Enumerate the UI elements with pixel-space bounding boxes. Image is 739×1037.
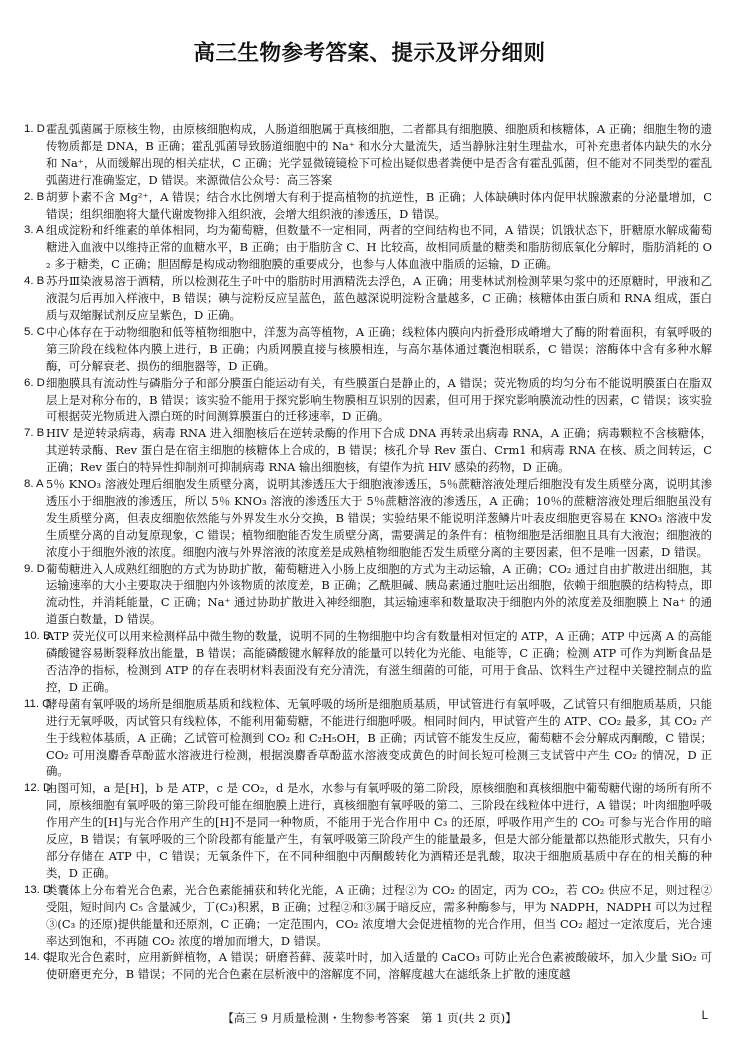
answer-item bbox=[24, 375, 712, 426]
answer-item bbox=[24, 222, 712, 273]
answer-item bbox=[24, 476, 712, 561]
answer-explanation: 提取光合色素时，应用新鲜植物，A 错误；研磨苔藓、菠菜叶时，加入适量的 CaCO₃ 可防止光合色素被酸破坏，加入少量 SiO₂ 可使研磨更充分，B 错误；不同的光合色素在层析液中的溶解度不同，溶解度越大在滤纸条上扩散的速度越 bbox=[46, 950, 712, 982]
page-title: 高三生物参考答案、提示及评分细则 bbox=[193, 41, 546, 66]
answer-explanation: HIV 是逆转录病毒，病毒 RNA 进入细胞核后在逆转录酶的作用下合成 DNA 再转录出病毒 RNA，A 正确；病毒颗粒不含核糖体，其逆转录酶、Rev 蛋白是在宿主细胞的核糖体上合成的，B 错误；核孔介导 Rev 蛋白、Crm1 和病毒 RNA 在核、质之间转运，C 正确；Rev 蛋白的特异性抑制剂可抑制病毒 RNA 输出细胞核，有望作为抗 HIV 感染的药物，D 正确。 bbox=[46, 426, 712, 475]
answer-explanation: 苏丹Ⅲ染液易溶于酒精，所以检测花生子叶中的脂肪时用酒精洗去浮色，A 正确；用斐林试剂检测苹果匀浆中的还原糖时，甲液和乙液混匀后再加入样液中，B 错误；碘与淀粉反应呈蓝色，蓝色越深说明淀粉含量越多，C 正确；核糖体由蛋白质和 RNA 组成，蛋白质与双缩脲试剂反应呈紫色，D 正确。 bbox=[46, 274, 712, 322]
answer-item bbox=[24, 189, 712, 223]
answer-explanation: 5％ KNO₃ 溶液处理后细胞发生质壁分离，说明其渗透压大于细胞液渗透压，5％蔗糖溶液处理后细胞没有发生质壁分离，说明其渗透压小于细胞液的渗透压，所以 5％ KNO₃ 溶液的渗透压大于 5％蔗糖溶液的渗透压，A 正确；10％的蔗糖溶液处理后细胞虽没有发生质壁分离，但表皮细胞依然能与外界发生水分交换，B 错误；实验结果不能说明洋葱鳞片叶表皮细胞更容易在 KNO₃ 溶液中发生质壁分离的自动复原现象，C 错误；植物细胞能否发生质壁分离，需要满足的条件有：植物细胞是活细胞且具有大液泡；细胞液的浓度小于细胞外液的浓度。细胞内液与外界溶液的浓度差是成熟植物细胞能否发生质壁分离的主要因素，但不是唯一因素，D 错误。 bbox=[46, 477, 712, 559]
answer-number: 14. C bbox=[24, 951, 52, 964]
answer-number: 4. B bbox=[24, 275, 45, 288]
answer-item bbox=[24, 561, 712, 629]
answer-explanation: 组成淀粉和纤维素的单体相同，均为葡萄糖，但数量不一定相同，两者的空间结构也不同，A 错误；饥饿状态下，肝糖原水解成葡萄糖进入血液中以维持正常的血糖水平，B 正确；由于脂肪含 C、H 比较高，故相同质量的糖类和脂肪彻底氧化分解时，脂肪消耗的 O₂ 多于糖类，C 正确；胆固醇是构成动物细胞膜的重要成分，也参与人体血液中脂质的运输，D 正确。 bbox=[46, 223, 712, 272]
answer-explanation: 胡萝卜素不含 Mg²⁺，A 错误；结合水比例增大有利于提高植物的抗逆性，B 正确；人体缺碘时体内促甲状腺激素的分泌量增加，C 错误；组织细胞将大量代谢废物排入组织液，会增大组织液的渗透压，D 错误。 bbox=[46, 189, 712, 221]
answer-number: 1. D bbox=[24, 123, 45, 135]
answer-number: 12. D bbox=[24, 782, 52, 795]
answer-number: 7. B bbox=[24, 427, 45, 440]
answer-number: 10. B bbox=[24, 630, 51, 643]
answer-number: 3. A bbox=[24, 224, 44, 237]
answer-list bbox=[24, 121, 712, 983]
page-footer: 【高三 9 月质量检测・生物参考答案 第 1 页(共 2 页)】 bbox=[222, 1011, 517, 1025]
answer-number: 5. C bbox=[24, 325, 45, 338]
answer-number: 2. B bbox=[24, 190, 45, 203]
corner-mark: L bbox=[701, 1010, 708, 1022]
answer-item bbox=[24, 121, 712, 189]
answer-explanation: 由图可知，a 是[H]，b 是 ATP，c 是 CO₂，d 是水，水参与有氧呼吸的第二阶段，原核细胞和真核细胞中葡萄糖代谢的场所有所不同，原核细胞有氧呼吸的第三阶段可能在细胞膜上进行，真核细胞有氧呼吸的第二、三阶段在线粒体中进行，A 错误；叶肉细胞呼吸作用产生的[H]与光合作用产生的[H]不是同一种物质，不能用于光合作用中 C₃ 的还原，呼吸作用产生的 CO₂ 可参与光合作用的暗反应，B 错误；有氧呼吸的三个阶段都有能量产生，有氧呼吸第三阶段产生的能量最多，但是大部分能量都以热能形式散失，只有小部分存储在 ATP 中，C 错误；无氧条件下，在不同种细胞中丙酮酸转化为酒精还是乳酸，取决于细胞质基质中存在的相关酶的种类，D 正确。 bbox=[46, 781, 712, 880]
answer-explanation: 细胞膜具有流动性与磷脂分子和部分膜蛋白能运动有关，有些膜蛋白是静止的，A 错误；荧光物质的均匀分布不能说明膜蛋白在脂双层上是对称分布的，B 错误；该实验不能用于探究影响生物膜相互识别的因素，但可用于探究影响膜流动性的因素，C 错误；该实验可根据荧光物质进入漂白斑的时间测算膜蛋白的迁移速率，D 正确。 bbox=[46, 375, 712, 424]
answer-explanation: 中心体存在于动物细胞和低等植物细胞中，洋葱为高等植物，A 正确；线粒体内膜向内折叠形成嵴增大了酶的附着面积，有氧呼吸的第三阶段在线粒体内膜上进行，B 正确；内质网膜直接与核膜相连，与高尔基体通过囊泡相联系，C 错误；溶酶体中含有多种水解酶，可分解衰老、损伤的细胞器等，D 正确。 bbox=[46, 324, 712, 373]
answer-number: 13. D bbox=[24, 883, 52, 896]
answer-explanation: ATP 荧光仪可以用来检测样品中微生物的数量，说明不同的生物细胞中均含有数量相对恒定的 ATP，A 正确；ATP 中远离 A 的高能磷酸键容易断裂释放出能量，B 错误；高能磷酸键水解释放的能量可以转化为光能、电能等，C 正确；检测 ATP 可作为判断食品是否洁净的指标，检测到 ATP 的存在表明材料表面没有充分清洗，有滋生细菌的可能，可用于食品、饮料生产过程中关键控制点的监控，D 正确。 bbox=[46, 629, 712, 694]
answer-number: 9. D bbox=[24, 562, 45, 575]
answer-number: 11. C bbox=[24, 697, 51, 710]
answer-item bbox=[24, 324, 712, 375]
answer-item bbox=[24, 949, 712, 983]
answer-item bbox=[24, 273, 712, 324]
answer-explanation: 类囊体上分布着光合色素，光合色素能捕获和转化光能，A 正确；过程②为 CO₂ 的固定，丙为 CO₂，若 CO₂ 供应不足，则过程②受阻，短时间内 C₅ 含量减少，丁(C₃)积累，B 正确；过程②和③属于暗反应，需多种酶参与，甲为 NADPH，NADPH 可以为过程③(C₃ 的还原)提供能量和还原剂，C 正确；一定范围内，CO₂ 浓度增大会促进植物的光合作用，但当 CO₂ 超过一定浓度后，光合速率达到饱和，不再随 CO₂ 浓度的增加而增大，D 错误。 bbox=[46, 882, 712, 948]
answer-explanation: 葡萄糖进入人成熟红细胞的方式为协助扩散，葡萄糖进入小肠上皮细胞的方式为主动运输，A 正确；CO₂ 通过自由扩散进出细胞，其运输速率的大小主要取决于细胞内外该物质的浓度差，B 正确；乙酰胆碱、胰岛素通过胞吐运出细胞，依赖于细胞膜的结构特点，即流动性，并消耗能量，C 正确；Na⁺ 通过协助扩散进入神经细胞，其运输速率和数量取决于细胞内外的浓度差及细胞膜上 Na⁺ 的通道蛋白数量，D 错误。 bbox=[46, 561, 712, 627]
answer-item bbox=[24, 780, 712, 881]
answer-item bbox=[24, 628, 712, 696]
answer-item bbox=[24, 696, 712, 781]
answer-number: 8. A bbox=[24, 478, 44, 491]
answer-number: 6. D bbox=[24, 376, 45, 389]
answer-explanation: 酵母菌有氧呼吸的场所是细胞质基质和线粒体、无氧呼吸的场所是细胞质基质，甲试管进行有氧呼吸，乙试管只有细胞质基质，只能进行无氧呼吸，丙试管只有线粒体，不能利用葡萄糖，不能进行细胞呼吸。相同时间内，甲试管产生的 ATP、CO₂ 最多，其 CO₂ 产生于线粒体基质，A 正确；乙试管可检测到 CO₂ 和 C₂H₅OH，B 正确；丙试管不能发生反应，葡萄糖不会分解成丙酮酸，C 错误；CO₂ 可用溴麝香草酚蓝水溶液进行检测，根据溴麝香草酚蓝水溶液变成黄色的时间长短可检测三支试管中产生 CO₂ 的情况，D 正确。 bbox=[46, 696, 712, 779]
answer-item bbox=[24, 425, 712, 476]
answer-explanation: 霍乱弧菌属于原核生物，由原核细胞构成，人肠道细胞属于真核细胞，二者都具有细胞膜、细胞质和核糖体，A 正确；细胞生物的遗传物质都是 DNA，B 正确；霍乱弧菌导致肠道细胞中的 Na⁺ 和水分大量流失，适当静脉注射生理盐水，可补充患者体内缺失的水分和 Na⁺，从而缓解出现的相关症状，C 正确；光学显微镜镜检下可检出疑似患者粪便中是否含有霍乱弧菌，但不能对不同类型的霍乱弧菌进行准确鉴定，D 错误。来源微信公众号：高三答案 bbox=[46, 122, 712, 187]
answer-item bbox=[24, 882, 712, 950]
